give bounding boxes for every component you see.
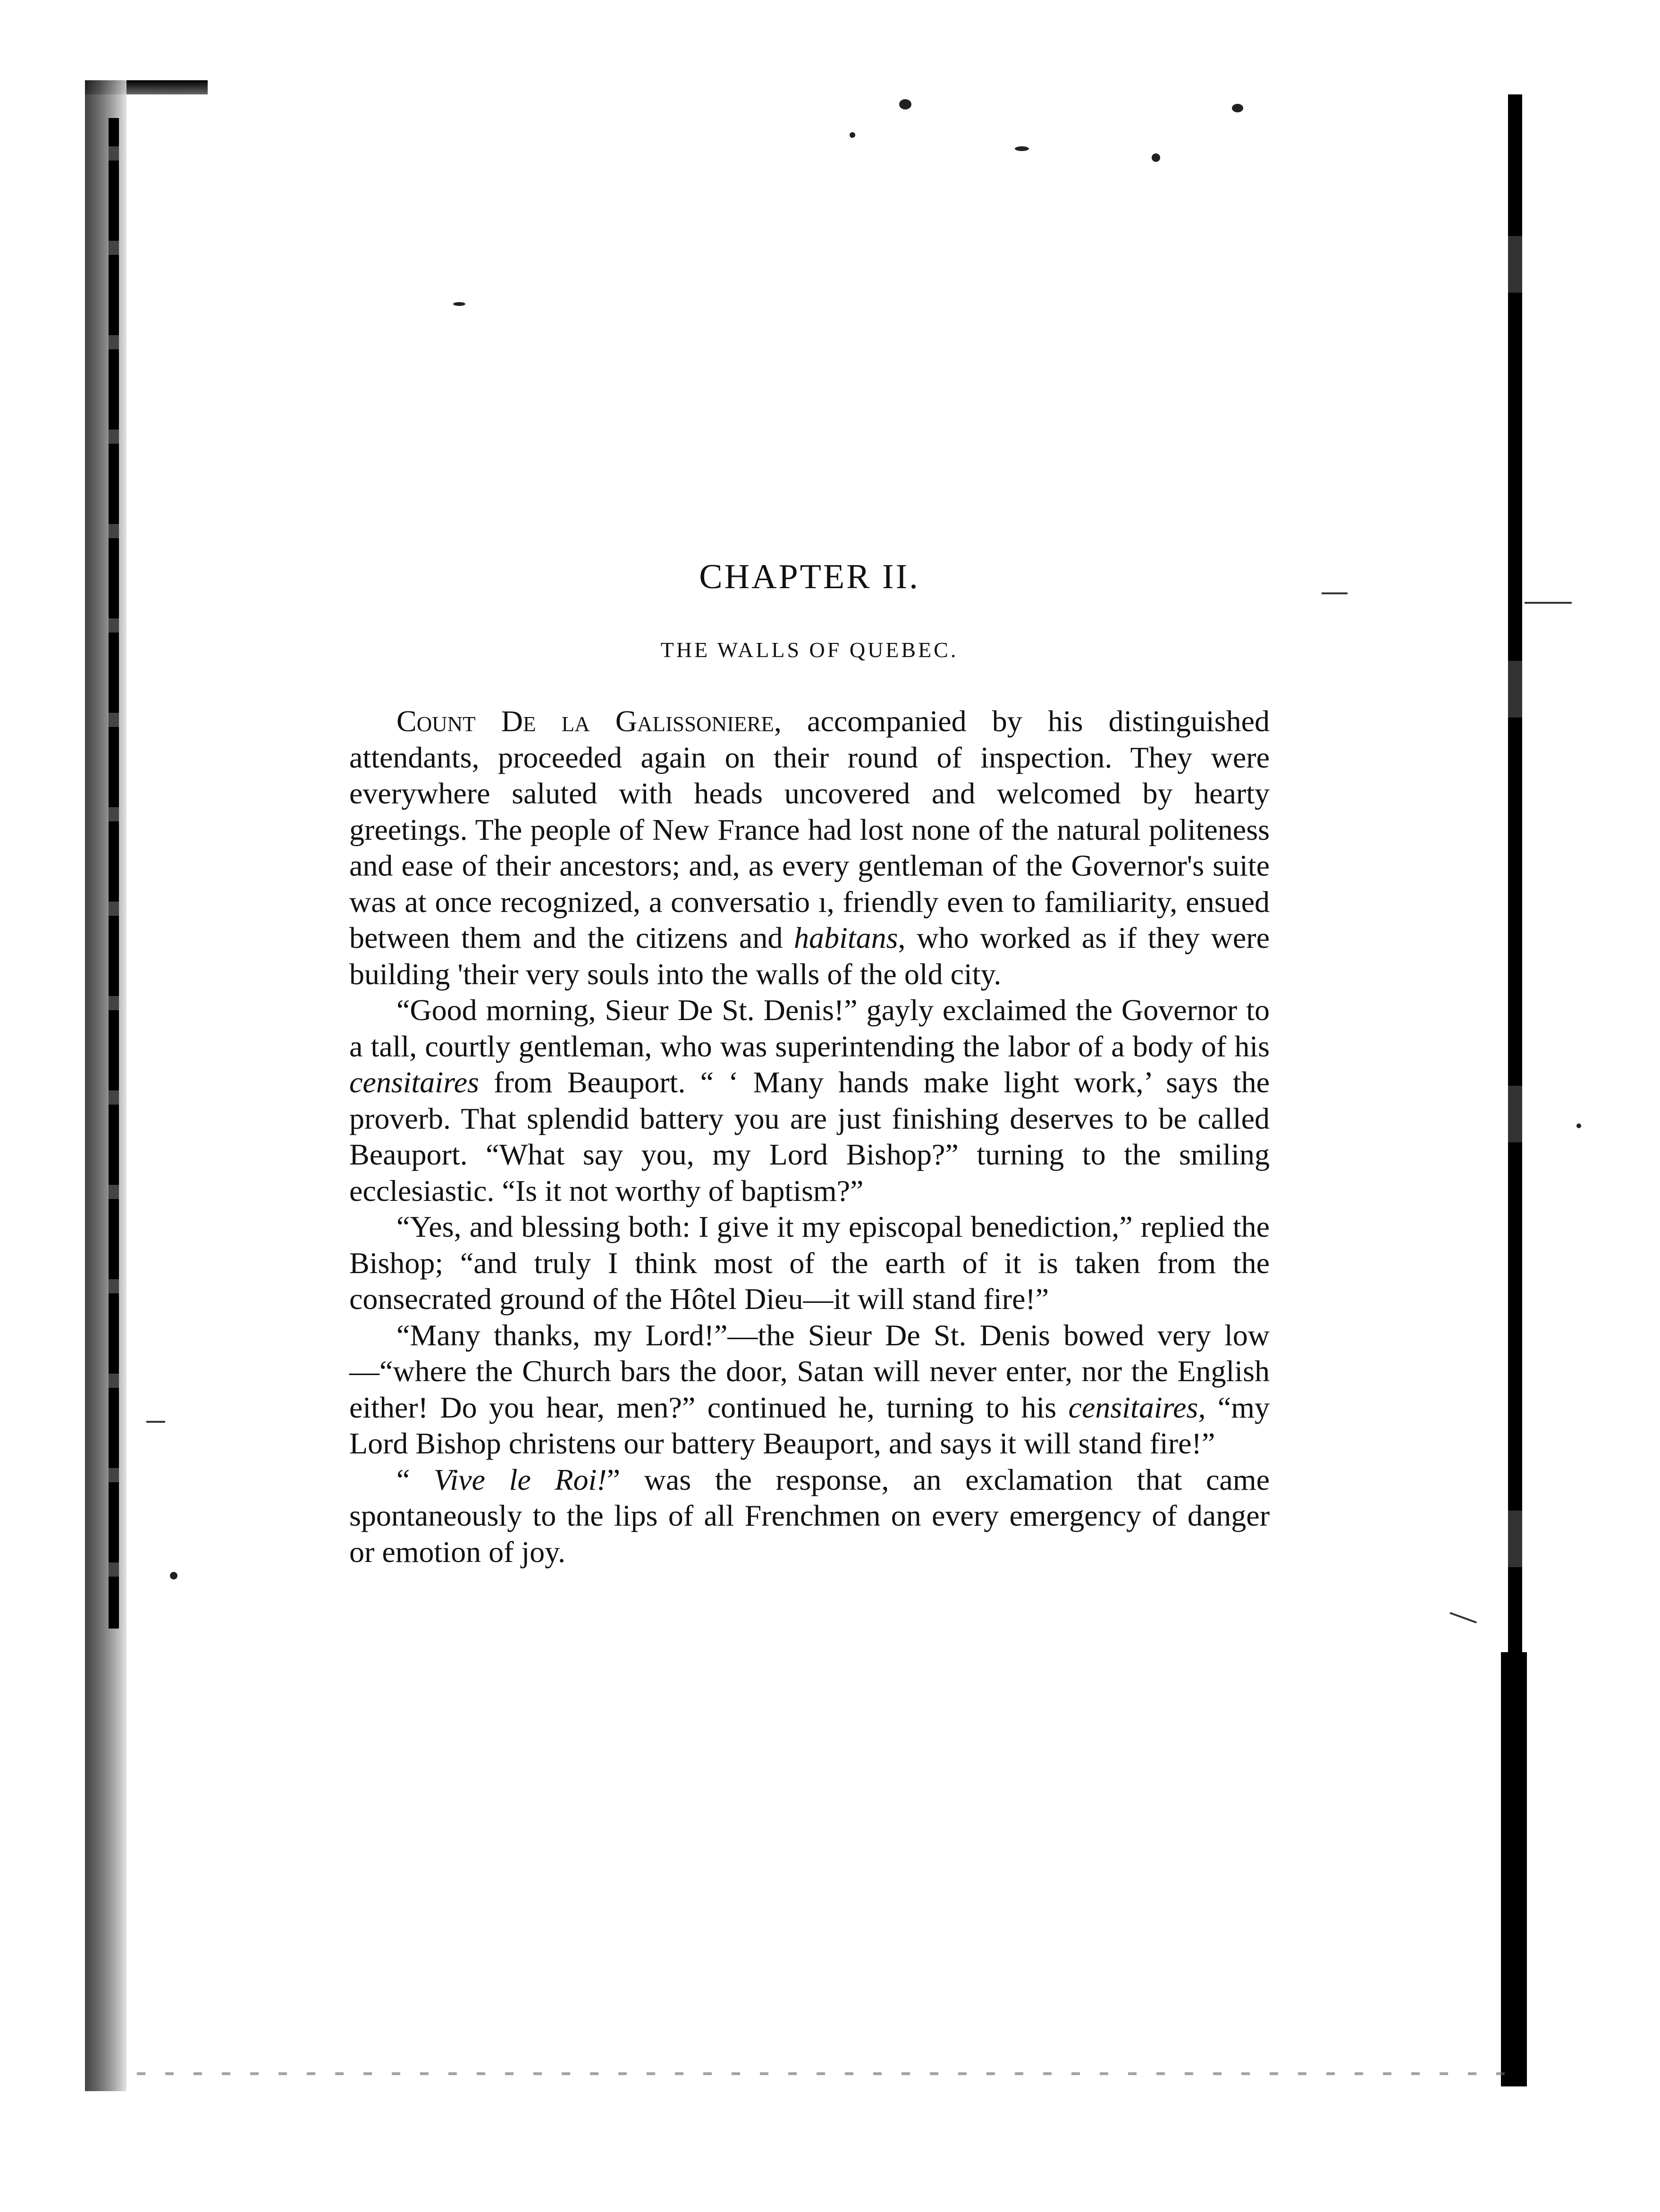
speck — [1152, 153, 1160, 162]
speck — [1015, 146, 1029, 151]
paragraph-text: “Many thanks, my Lord!”—the Sieur De St. Denis bowed very low—“where the Church bars the door, Satan will never enter, nor the English either! Do you hear, men?” continued he, turning to his — [349, 1318, 1270, 1424]
paragraph-italic: habitans — [794, 921, 898, 954]
paragraph — [349, 1462, 1270, 1570]
scan-edge-left — [85, 80, 126, 2091]
paragraph-italic: censitaires, — [1068, 1390, 1206, 1424]
paragraph — [349, 703, 1270, 992]
paragraph-text: “Yes, and blessing both: I give it my episcopal benediction,” replied the Bishop; “and truly I think most of the earth of it is taken from the consecrated ground of the Hôtel Dieu—it will stand fire!” — [349, 1210, 1270, 1316]
paragraph-lead: Count De la Galissoniere — [396, 704, 774, 738]
paragraph-italic: censitaires — [349, 1065, 479, 1099]
chapter-subtitle: THE WALLS OF QUEBEC. — [660, 638, 959, 662]
margin-mark — [1525, 602, 1572, 604]
speck — [850, 132, 855, 138]
scan-edge-left-dark — [109, 118, 119, 1629]
paragraph-italic: Vive le Roi! — [434, 1462, 607, 1496]
paragraph-text: “ — [396, 1462, 434, 1496]
margin-mark — [1449, 1612, 1477, 1623]
paragraph-tail: , who worked as if they were building 'their very souls into the walls of the old city. — [349, 921, 1270, 991]
chapter-title: CHAPTER II. — [699, 557, 920, 596]
scan-edge-bottom — [137, 2072, 1506, 2075]
paragraph — [349, 1209, 1270, 1317]
paragraph-tail: from Beauport. “ ‘ Many hands make light work,’ says the proverb. That splendid battery you are just finishing deserves to be called Beauport. “What say you, my Lord Bishop?” turning to the smiling ecclesiastic. “Is it not worthy of baptism?” — [349, 1065, 1270, 1207]
paragraph — [349, 992, 1270, 1209]
speck — [1232, 104, 1243, 112]
scan-edge-right-dark — [1501, 1652, 1527, 2086]
speck — [1576, 1123, 1581, 1128]
paragraph-tail: ” was the response, an exclamation that came spontaneously to the lips of all Frenchmen on every emergency of danger or emotion of joy. — [349, 1462, 1270, 1569]
paragraph-text: , accompanied by his distinguished attendants, proceeded again on their round of inspection. They were everywhere saluted with heads uncovered and welcomed by hearty greetings. The people of New France had lost none of the natural politeness and ease of their ancestors; and, as every gentleman of the Governor's suite was at once recognized, a conversatio ı, friendly even to familiarity, ensued between them and the citizens and — [349, 704, 1270, 954]
margin-mark — [146, 1421, 165, 1423]
paragraph-text: “Good morning, Sieur De St. Denis!” gayly exclaimed the Governor to a tall, courtly gentleman, who was superintending the labor of a body of his — [349, 993, 1270, 1063]
chapter-body — [349, 703, 1270, 1570]
paragraph — [349, 1317, 1270, 1462]
speck — [170, 1572, 177, 1579]
paragraph-tail: “my Lord Bishop christens our battery Beauport, and says it will stand fire!” — [349, 1390, 1270, 1460]
speck — [899, 99, 911, 110]
speck — [453, 302, 465, 306]
